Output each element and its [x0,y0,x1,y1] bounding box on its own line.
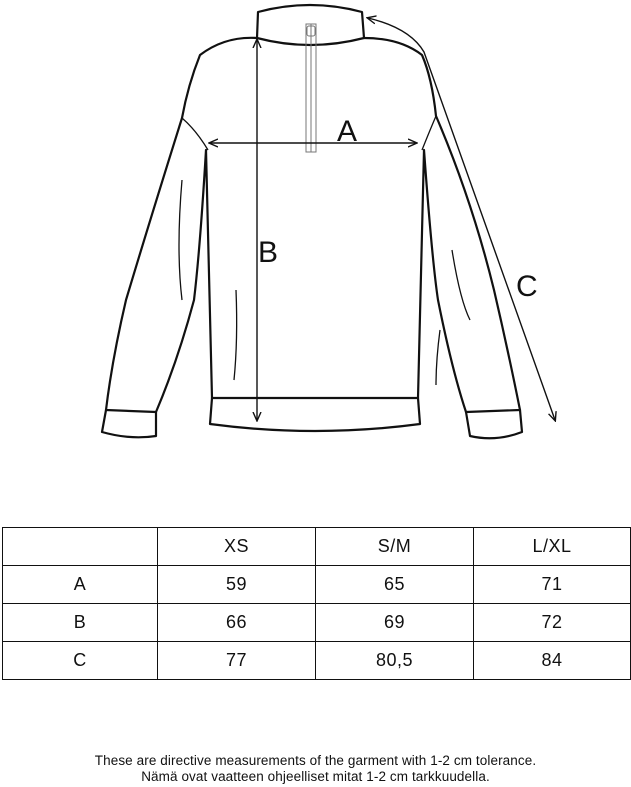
table-header-cell: L/XL [474,528,631,566]
table-header-cell: XS [158,528,316,566]
left-sleeve-crease [179,180,182,300]
table-cell: 80,5 [316,642,474,680]
left-shoulder-seam [182,118,208,150]
right-sleeve-crease [452,250,470,320]
dimension-c-line [368,18,555,420]
tolerance-note-english: These are directive measurements of the garment with 1-2 cm tolerance. [94,753,537,768]
right-cuff [466,410,522,438]
table-header-row [3,528,631,566]
table-cell: 69 [316,604,474,642]
right-body-fold [436,330,440,385]
left-cuff [102,410,156,437]
table-cell: 72 [474,604,631,642]
table-cell: 59 [158,566,316,604]
right-shoulder-seam [422,116,436,150]
table-cell: 84 [474,642,631,680]
table-row [3,604,631,642]
size-table [2,527,631,680]
table-row [3,566,631,604]
table-cell: 66 [158,604,316,642]
label-a: A [337,115,358,148]
row-label: C [3,642,158,680]
garment-outline [106,38,520,412]
row-label: B [3,604,158,642]
table-header-cell [3,528,158,566]
table-cell: 77 [158,642,316,680]
label-b: B [258,236,279,269]
row-label: A [3,566,158,604]
table-cell: 71 [474,566,631,604]
tolerance-note-finnish: Nämä ovat vaatteen ohjeelliset mitat 1-2 cm tarkkuudella. [141,769,490,784]
label-c: C [516,270,538,303]
left-body-fold [234,290,237,380]
table-header-cell: S/M [316,528,474,566]
table-cell: 65 [316,566,474,604]
hem-band [210,398,420,431]
table-row [3,642,631,680]
